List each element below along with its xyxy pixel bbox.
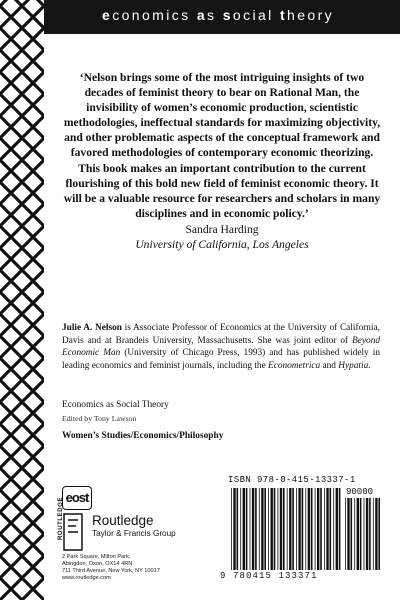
price-addon-barcode [344,498,384,570]
routledge-logo-icon [62,512,84,552]
isbn-barcode [230,488,342,570]
series-editor: Edited by Tony Lawson [62,414,137,423]
price-addon-label: 90000 [346,487,374,497]
lattice-border [0,0,44,600]
endorsement-quote: ‘Nelson brings some of the most intriguing insights of two decades of feminist theory to bear on Rational Man, the invisibility of women’s economic production, scientistic methodologies, ineffectual standards for maximizing objectivity, and other problematic aspects of the conceptual framework and favored methodologies of contemporary economic theorizing. This book makes an important contribution to the current flourishing of this bold new field of feminist economic theory. It will be a valuable resource for researchers and scholars in many disciplines and in economic policy.’ [63,71,381,220]
endorsement-affiliation: University of California, Los Angeles [135,237,309,251]
series-header-bar [44,0,400,34]
publisher-name: Routledge [92,513,154,528]
series-name: Economics as Social Theory [62,400,169,410]
endorsement-author: Sandra Harding [185,222,259,236]
subject-categories: Women’s Studies/Economics/Philosophy [62,431,224,441]
author-name: Julie A. Nelson [62,323,122,333]
isbn-label: ISBN 978-0-415-13337-1 [228,475,356,485]
publisher-vertical-mark: ROUTLEDGE [58,496,64,540]
series-logo-icon: eost [62,486,92,510]
endorsement [62,70,382,252]
author-bio: Julie A. Nelson is Associate Professor of Economics at the University of California, Davis and at Brandeis University, Massachusetts. She was joint editor of Beyond Economic Man (University of Chicago Press, 1993) and has published widely in leading economics and feminist journals, including the Econometrica and Hypatia. [62,323,380,371]
series-header-title: economics as social theory [102,7,335,23]
publisher-address: 2 Park Square, Milton Park, Abingdon, Oxon, OX14 4RN 711 Third Avenue, New York, NY 10017 www.routledge.com [62,554,160,581]
publisher-group: Taylor & Francis Group [92,529,176,538]
barcode-digits: 9 780415 133371 [220,571,318,581]
